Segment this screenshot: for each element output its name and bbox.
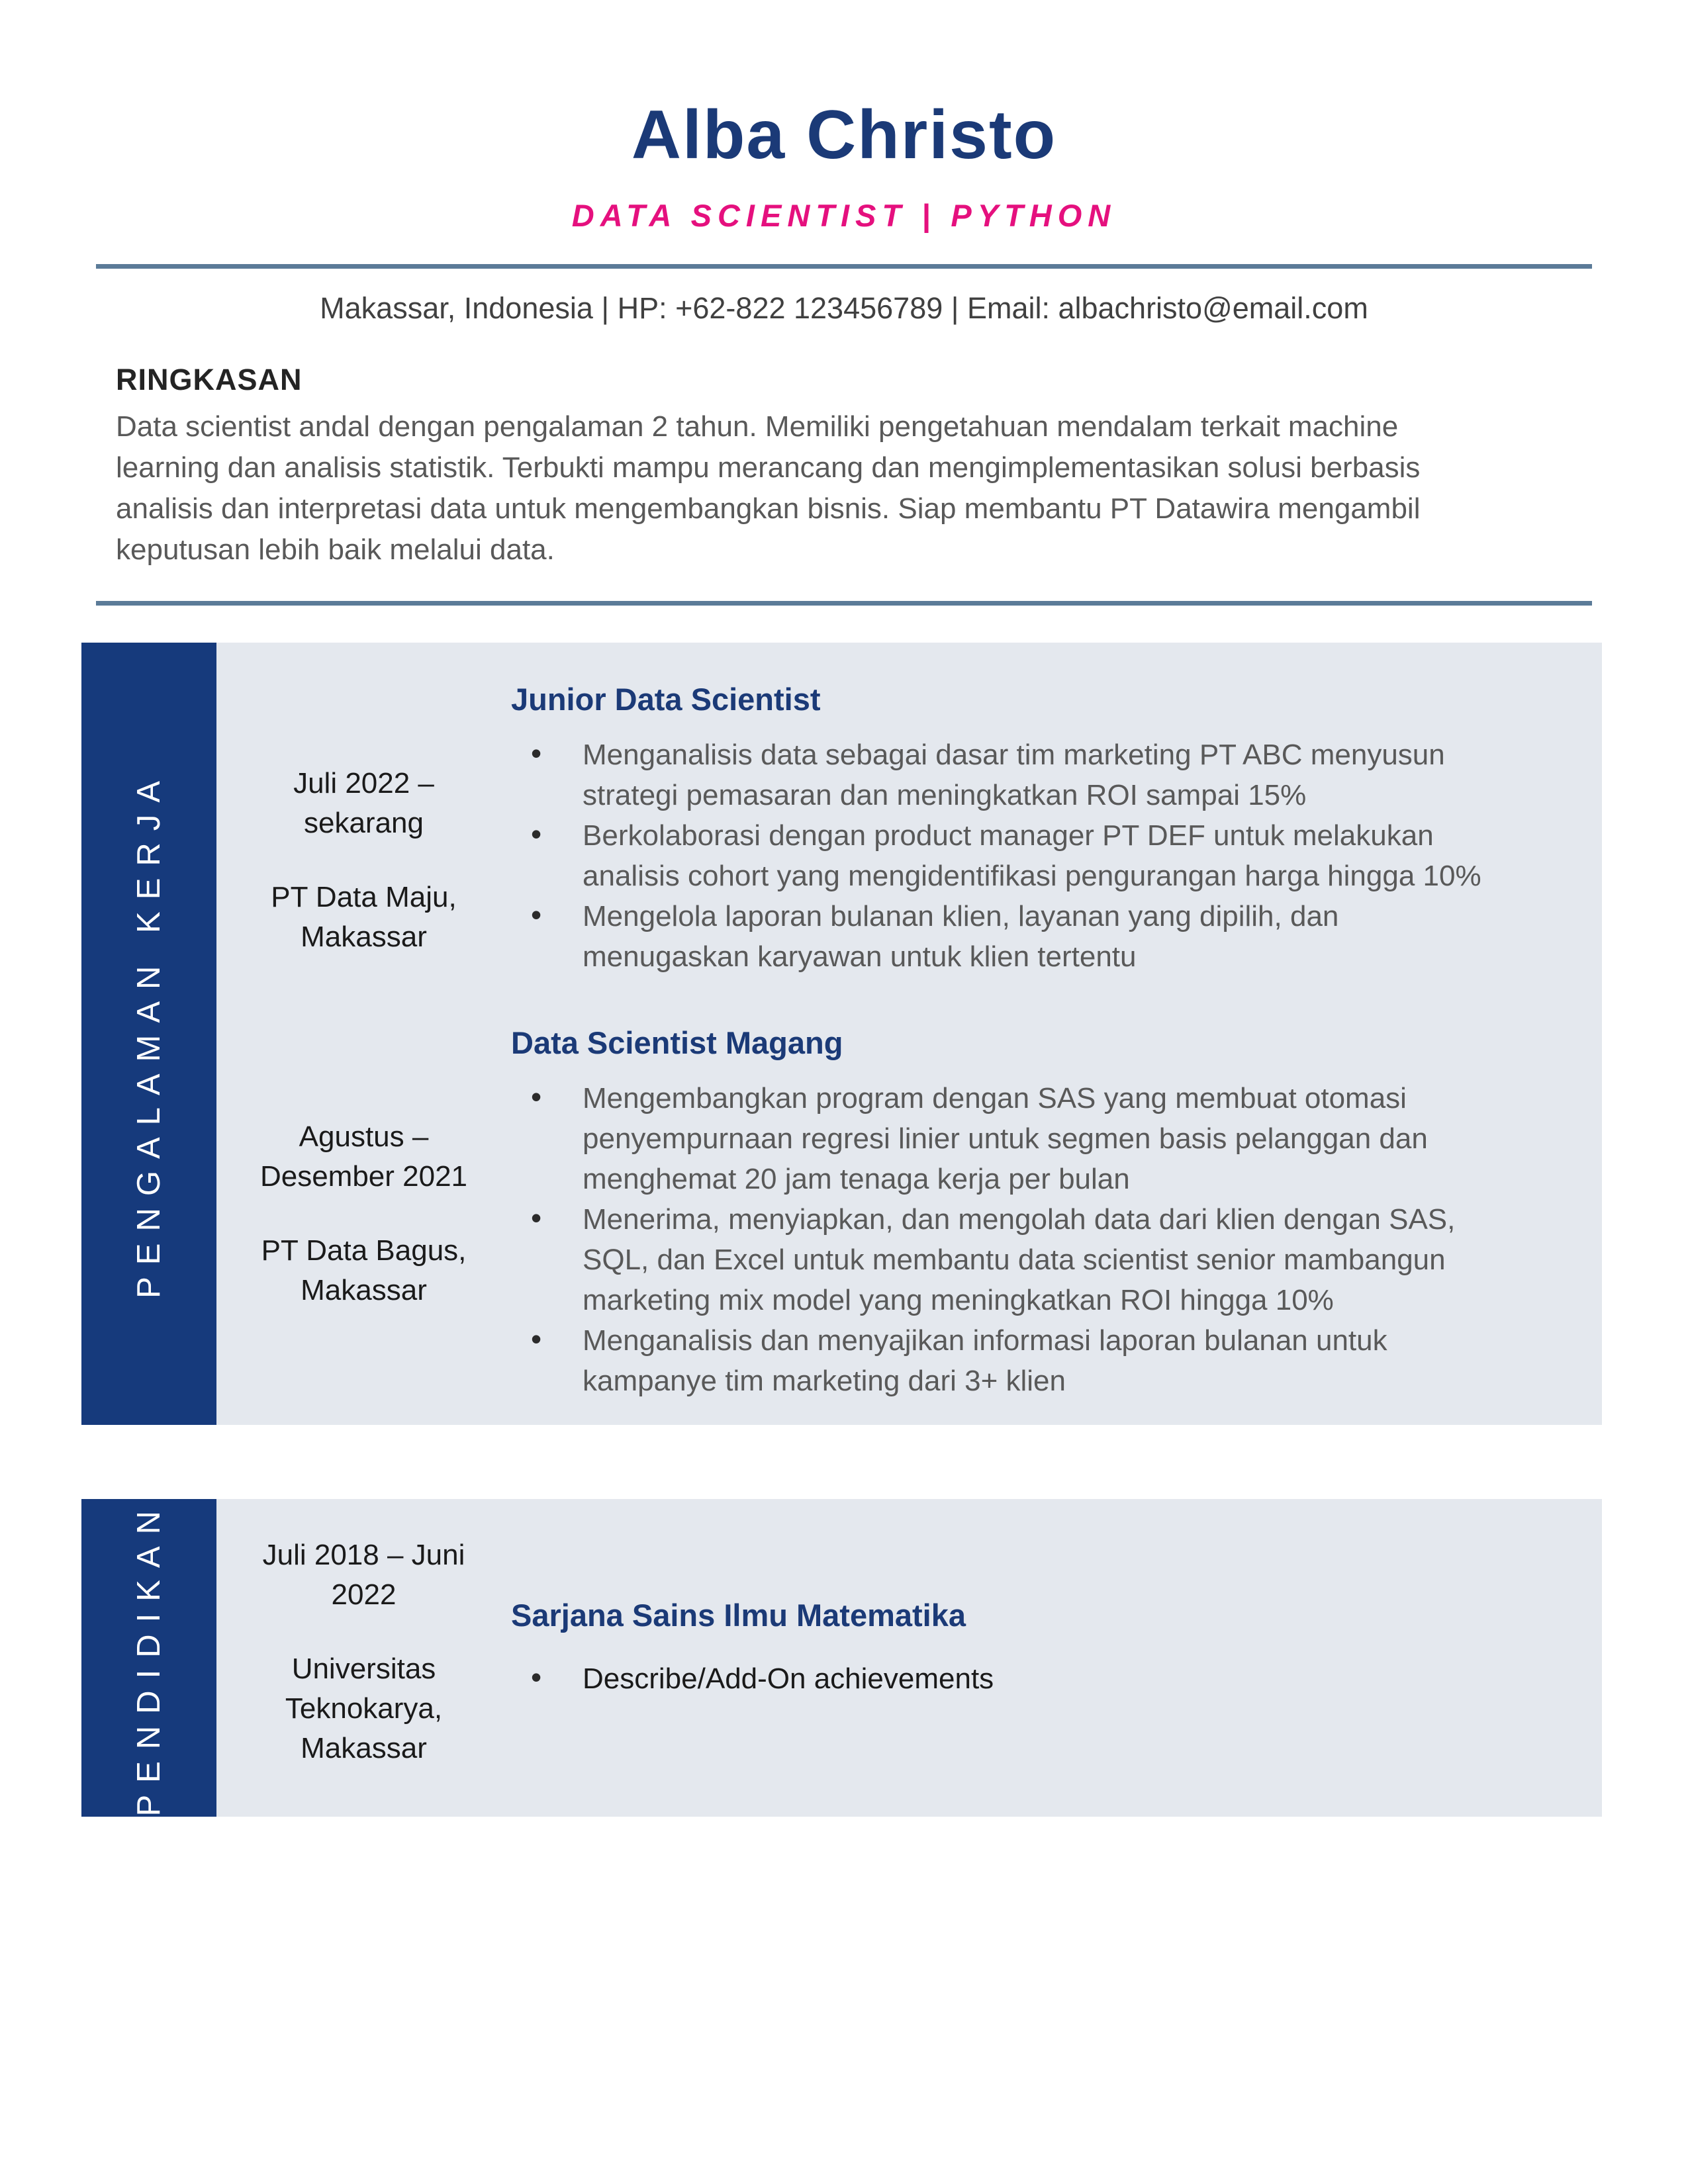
- education-degree: Sarjana Sains Ilmu Matematika: [511, 1598, 966, 1633]
- job-2-company: PT Data Bagus, Makassar: [261, 1234, 467, 1306]
- education-content-column: [511, 1499, 1544, 1768]
- job-1-dates: Juli 2022 – sekarang: [293, 767, 434, 839]
- job-1-bullets: [511, 735, 1544, 977]
- job-entry-1: [216, 643, 1575, 977]
- experience-sidebar-label: PENGALAMAN KERJA: [131, 769, 167, 1298]
- divider-middle: [96, 601, 1592, 606]
- divider-top: [96, 264, 1592, 269]
- education-sidebar-label: PENDIDIKAN: [131, 1499, 167, 1817]
- summary-text: Data scientist andal dengan pengalaman 2 tahun. Memiliki pengetahuan mendalam terkait machine learning dan analisis statistik. Terbukti mampu merancang dan mengimplementasikan solusi berbasis analisis dan interpretasi data untuk mengembangkan bisnis. Siap membantu PT Datawira mengambil keputusan lebih baik melalui data.: [116, 410, 1421, 566]
- education-body: [216, 1499, 1602, 1817]
- experience-sidebar: [81, 643, 216, 1425]
- summary-heading: RINGKASAN: [116, 363, 303, 396]
- job-2-content-column: [511, 1024, 1544, 1401]
- job-1-dates-column: [216, 681, 511, 977]
- education-dates: Juli 2018 – Juni 2022: [262, 1539, 465, 1611]
- bullet-item: • Mengelola laporan bulanan klien, layanan yang dipilih, dan menugaskan karyawan untuk klien tertentu: [511, 896, 1504, 977]
- education-school: Universitas Teknokarya, Makassar: [285, 1653, 443, 1764]
- job-1-title: Junior Data Scientist: [511, 682, 821, 717]
- education-sidebar: [81, 1499, 216, 1817]
- bullet-item: • Menganalisis dan menyajikan informasi laporan bulanan untuk kampanye tim marketing dari 3+ klien: [511, 1320, 1504, 1401]
- resume-header: [0, 0, 1688, 234]
- job-entry-2: [216, 1024, 1575, 1401]
- contact-line: Makassar, Indonesia | HP: +62-822 123456789 | Email: albachristo@email.com: [320, 291, 1368, 325]
- job-2-dates: Agustus – Desember 2021: [259, 1120, 468, 1193]
- education-section: [81, 1499, 1602, 1817]
- candidate-name: Alba Christo: [631, 97, 1057, 173]
- education-bullets: [511, 1659, 1544, 1699]
- job-1-content-column: [511, 681, 1544, 977]
- experience-section: [81, 643, 1602, 1425]
- education-dates-column: [216, 1499, 511, 1768]
- bullet-item: • Mengembangkan program dengan SAS yang membuat otomasi penyempurnaan regresi linier untuk segmen basis pelanggan dan menghemat 20 jam tenaga kerja per bulan: [511, 1078, 1504, 1199]
- experience-body: [216, 643, 1602, 1425]
- bullet-item: • Berkolaborasi dengan product manager PT DEF untuk melakukan analisis cohort yang mengidentifikasi pengurangan harga hingga 10%: [511, 815, 1504, 896]
- job-2-title: Data Scientist Magang: [511, 1025, 843, 1060]
- bullet-item: • Menganalisis data sebagai dasar tim marketing PT ABC menyusun strategi pemasaran dan meningkatkan ROI sampai 15%: [511, 735, 1504, 815]
- summary-section: [116, 363, 1572, 570]
- education-entry-1: [216, 1499, 1575, 1768]
- candidate-role: DATA SCIENTIST | PYTHON: [571, 198, 1117, 233]
- bullet-item: • Describe/Add-On achievements: [511, 1659, 1504, 1699]
- job-2-bullets: [511, 1078, 1544, 1401]
- bullet-item: • Menerima, menyiapkan, dan mengolah data dari klien dengan SAS, SQL, dan Excel untuk membantu data scientist senior mambangun marketing mix model yang meningkatkan ROI hingga 10%: [511, 1199, 1504, 1320]
- job-2-dates-column: [216, 1024, 511, 1401]
- job-1-company: PT Data Maju, Makassar: [271, 881, 457, 953]
